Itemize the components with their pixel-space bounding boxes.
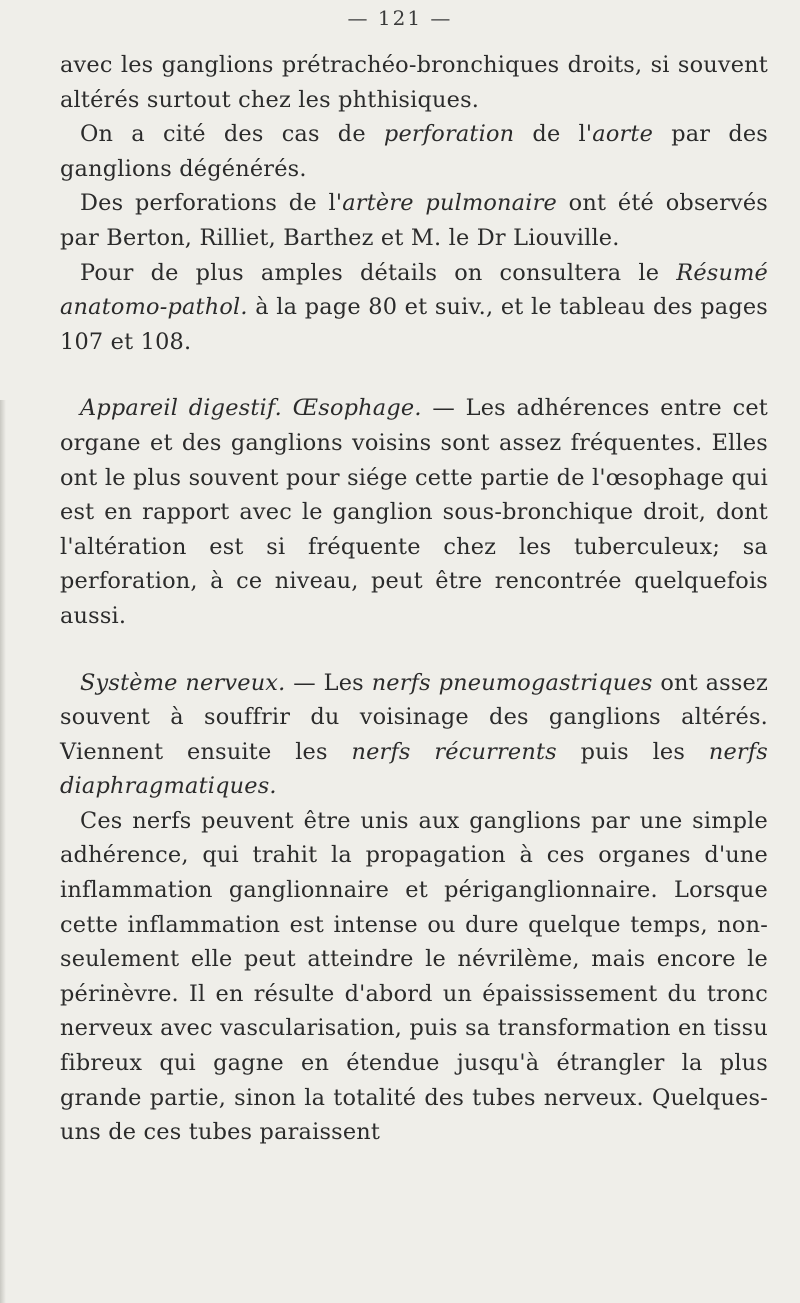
- italic-text: nerfs diaphragmatiques.: [60, 738, 768, 800]
- page-edge-shadow: [0, 400, 6, 1303]
- text-column: [60, 48, 768, 1150]
- italic-text: nerfs pneumogastriques: [371, 669, 653, 696]
- italic-text: Appareil digestif. Œsophage.: [80, 395, 422, 422]
- italic-text: perforation: [383, 121, 515, 148]
- text-run: — Les: [285, 669, 372, 696]
- paragraph-appareil-digestif: [60, 391, 768, 633]
- italic-text: nerfs récurrents: [351, 738, 557, 765]
- italic-text: aorte: [592, 121, 654, 148]
- paragraph-p2: [60, 117, 768, 186]
- paragraph-p7: [60, 804, 768, 1150]
- text-run: Pour de plus amples détails on consultera le: [80, 259, 677, 286]
- text-run: de l': [514, 121, 593, 148]
- text-run: On a cité des cas de: [80, 121, 384, 148]
- text-run: — Les adhérences entre cet organe et des ganglions voisins sont assez fréquentes. Elles ont le plus souvent pour siége cette partie de l'œsophage qui est en rapport avec le ganglion sous-bronchique droit, dont l'altération est si fréquente chez les tuberculeux; sa perforation, à ce niveau, peut être rencontrée quelquefois aussi.: [60, 395, 768, 629]
- paragraph-systeme-nerveux: [60, 666, 768, 804]
- text-run: ont assez souvent à souffrir du voisinage des ganglions altérés. Viennent ensuite les: [60, 669, 768, 765]
- paragraph-p4: [60, 256, 768, 360]
- text-run: Des perforations de l': [80, 190, 343, 217]
- text-run: à la page 80 et suiv., et le tableau des pages 107 et 108.: [60, 294, 768, 355]
- text-run: par des ganglions dégénérés.: [60, 121, 768, 182]
- italic-text: Système nerveux.: [80, 669, 286, 696]
- paragraph-p3: [60, 186, 768, 255]
- text-run: Ces nerfs peuvent être unis aux ganglions par une simple adhérence, qui trahit la propagation à ces organes d'une inflammation ganglionnaire et périganglionnaire. Lorsque cette inflammation est intense ou dure quelque temps, non-seulement elle peut atteindre le névrilème, mais encore le périnèvre. Il en résulte d'abord un épaississement du tronc nerveux avec vascularisation, puis sa transformation en tissu fibreux qui gagne en étendue jusqu'à étrangler la plus grande partie, sinon la totalité des tubes nerveux. Quelques-uns de ces tubes paraissent: [60, 807, 768, 1146]
- italic-text: Résumé anatomo-pathol.: [60, 259, 768, 321]
- italic-text: artère pulmonaire: [342, 190, 557, 217]
- text-run: ont été observés par Berton, Rilliet, Barthez et M. le Dr Liouville.: [60, 190, 768, 251]
- text-run: avec les ganglions prétrachéo-bronchiques droits, si souvent altérés surtout chez les phthisiques.: [60, 52, 768, 113]
- text-run: puis les: [556, 738, 709, 765]
- page-number: — 121 —: [347, 6, 453, 30]
- paragraph-p1: [60, 48, 768, 117]
